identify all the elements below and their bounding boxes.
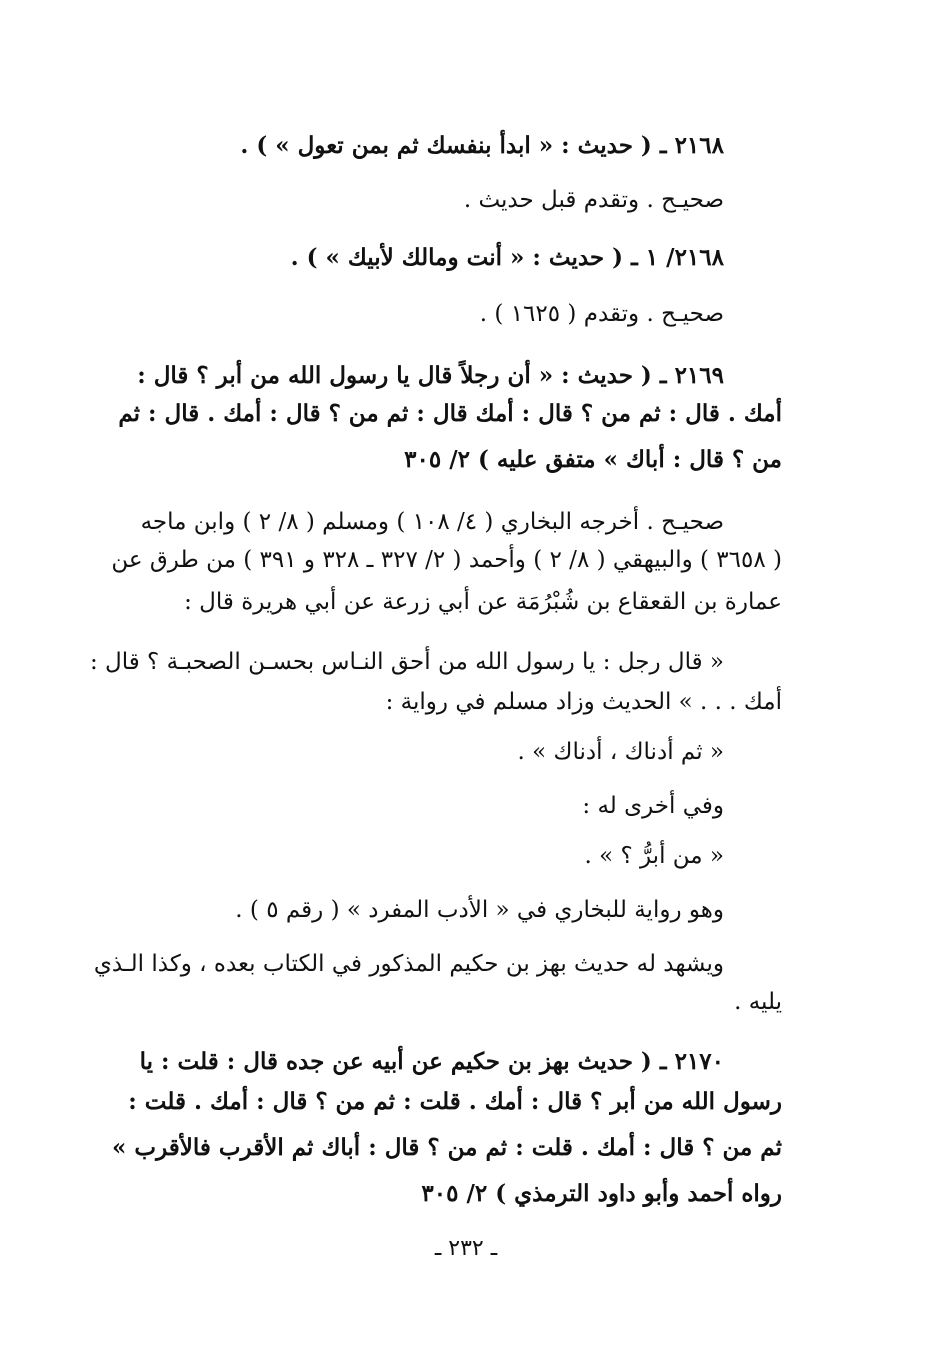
hadith-2169-line-3: من ؟ قال : أباك » متفق عليه ) ٢/ ٣٠٥ <box>404 446 782 473</box>
hadith-2170-line-1: ٢١٧٠ ـ ( حديث بهز بن حكيم عن أبيه عن جده قال : قلت : يا <box>139 1048 724 1075</box>
witness-line-1: ويشهد له حديث بهز بن حكيم المذكور في الكتاب بعده ، وكذا الـذي <box>93 951 724 977</box>
hadith-2168-1-title: ٢١٦٨/ ١ ـ ( حديث : « أنت ومالك لأبيك » ) . <box>290 244 724 271</box>
hadith-2169-line-1: ٢١٦٩ ـ ( حديث : « أن رجلاً قال يا رسول الله من أبر ؟ قال : <box>137 362 724 389</box>
hadith-2170-line-2: رسول الله من أبر ؟ قال : أمك . قلت : ثم من ؟ قال : أمك . قلت : <box>128 1088 782 1115</box>
witness-line-2: يليه . <box>734 989 782 1015</box>
takhrij-2169-line-2: ( ٣٦٥٨ ) والبيهقي ( ٨/ ٢ ) وأحمد ( ٢/ ٣٢٧ ـ ٣٢٨ و ٣٩١ ) من طرق عن <box>111 547 782 573</box>
other-narration-label: وفي أخرى له : <box>582 793 724 819</box>
quote-line-2: أمك . . . » الحديث وزاد مسلم في رواية : <box>385 689 782 715</box>
hadith-2170-line-4: رواه أحمد وأبو داود الترمذي ) ٢/ ٣٠٥ <box>421 1180 782 1207</box>
quote-man-abar: « من أبرُّ ؟ » . <box>584 843 724 869</box>
quote-adnaka: « ثم أدناك ، أدناك » . <box>517 739 724 765</box>
page-body <box>89 112 782 1292</box>
hadith-2168-grade: صحيـح . وتقدم قبل حديث . <box>463 187 724 213</box>
hadith-2170-line-3: ثم من ؟ قال : أمك . قلت : ثم من ؟ قال : أباك ثم الأقرب فالأقرب » <box>112 1134 782 1161</box>
hadith-2169-line-2: أمك . قال : ثم من ؟ قال : أمك قال : ثم من ؟ قال : أمك . قال : ثم <box>118 400 782 427</box>
page-number: ـ ٢٣٢ ـ <box>434 1236 498 1261</box>
bukhari-adab-note: وهو رواية للبخاري في « الأدب المفرد » ( رقم ٥ ) . <box>235 897 724 923</box>
takhrij-2169-line-1: صحيـح . أخرجه البخاري ( ٤/ ١٠٨ ) ومسلم ( ٨/ ٢ ) وابن ماجه <box>140 509 724 535</box>
hadith-2168-title: ٢١٦٨ ـ ( حديث : « ابدأ بنفسك ثم بمن تعول » ) . <box>240 132 724 159</box>
quote-line-1: « قال رجل : يا رسول الله من أحق النـاس بحسـن الصحبـة ؟ قال : <box>89 649 724 675</box>
takhrij-2169-line-3: عمارة بن القعقاع بن شُبْرُمَة عن أبي زرعة عن أبي هريرة قال : <box>184 589 782 615</box>
hadith-2168-1-grade: صحيـح . وتقدم ( ١٦٢٥ ) . <box>479 301 724 327</box>
